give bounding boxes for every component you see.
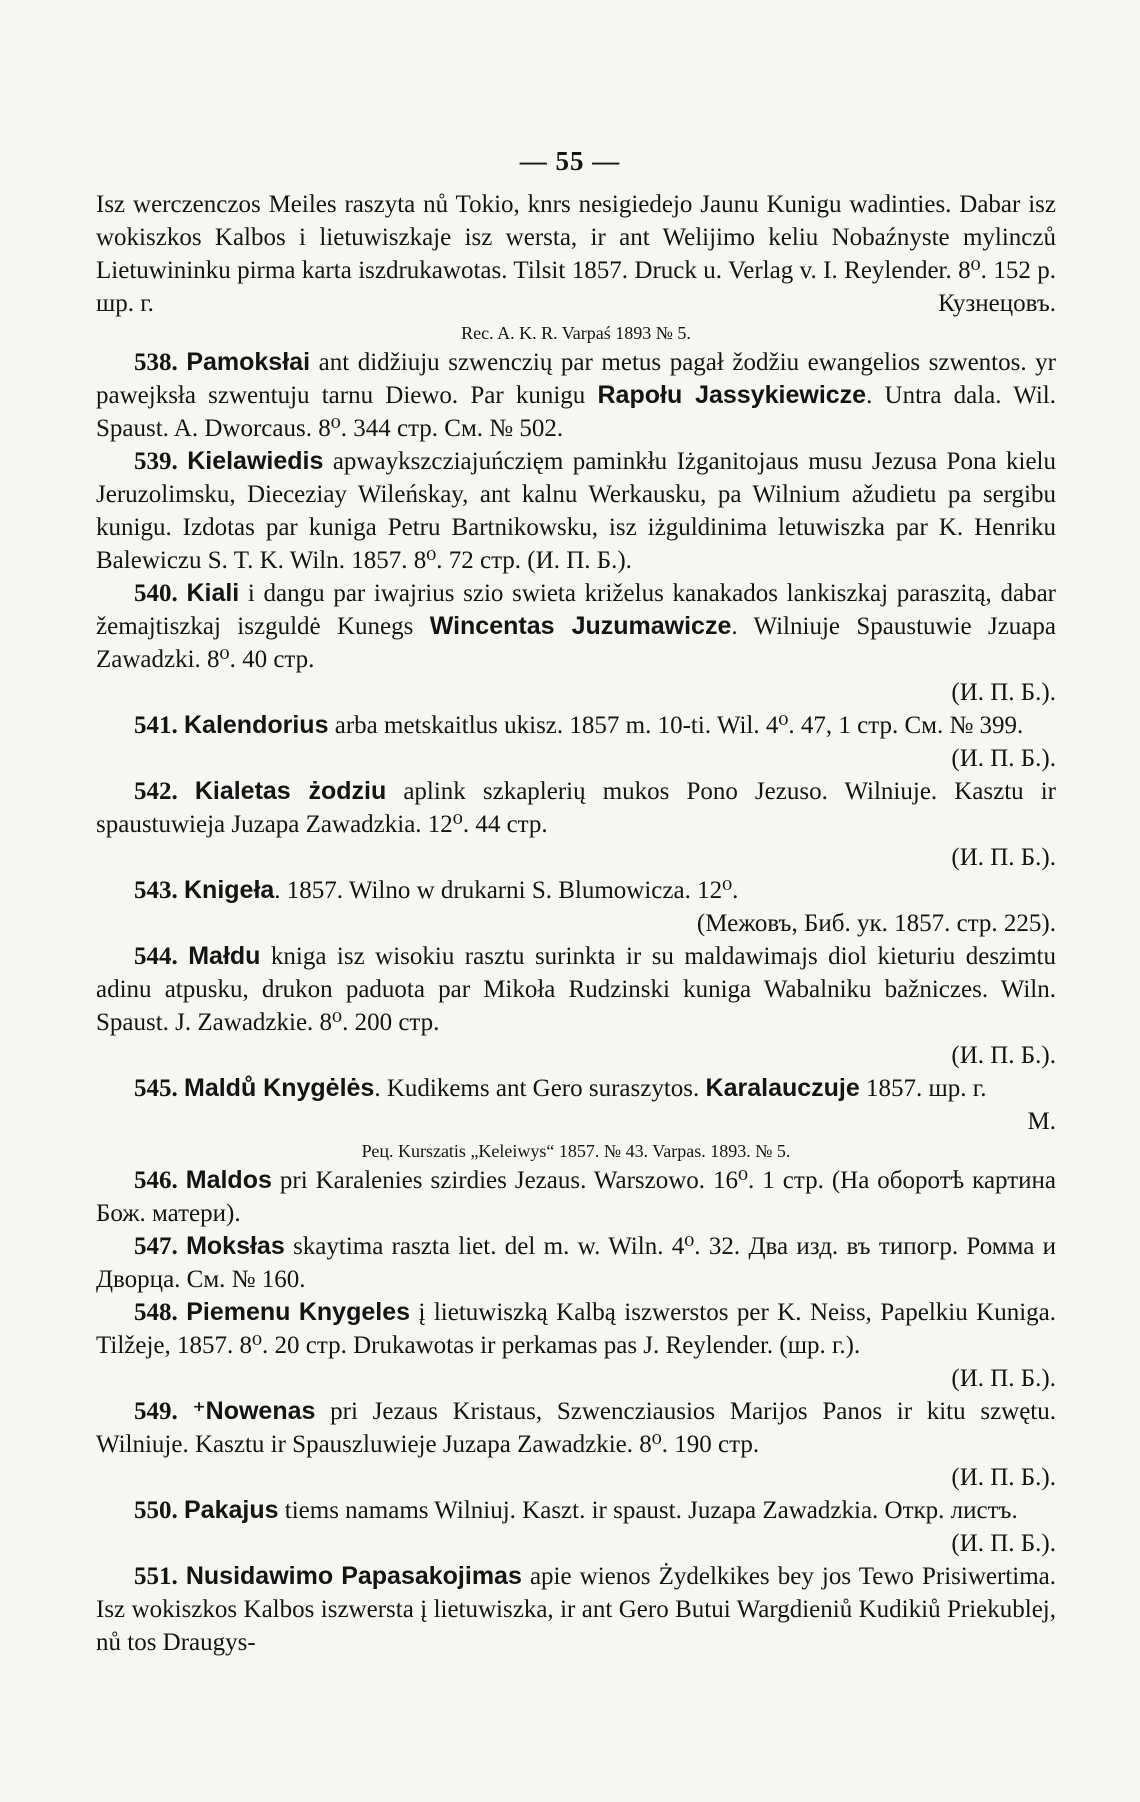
- entry-540: [96, 577, 1056, 709]
- entry-text-secondary: į lietuwiszką Kalbą iszwerstos per K. Neiss, Papelkiu Kuniga. Tilžeje, 1857. 8⁰. 20 стр. Drukawotas ir perkamas pas J. Reylender. (шр. г.).: [96, 1299, 1057, 1359]
- entry-text-secondary: apie wienos Żydelkikes bey jos Tewo Prisiwertima. Isz wokiszkos Kalbos iszwersta į lietuwiszka, ir ant Gero Butui Wargdieniů Kudikiů Priekublej, nů tos Draugys-: [96, 1563, 1057, 1656]
- entry-541: [96, 709, 1056, 775]
- entry-title-secondary: Rapołu Jassykiewicze: [597, 381, 867, 409]
- entry-text: . Kudikems ant Gero suraszytos.: [374, 1075, 706, 1102]
- entry-source: (Межовъ, Биб. ук. 1857. стр. 225).: [696, 910, 1056, 937]
- entry-title: Pamoksłai: [186, 348, 311, 376]
- entry-number: 545.: [134, 1075, 178, 1102]
- entry-text: [333, 1563, 341, 1590]
- page-number: — 55 —: [519, 146, 621, 176]
- entry-source: M.: [1027, 1108, 1056, 1135]
- intro-review: Rec. A. K. R. Varpaś 1893 № 5.: [461, 323, 691, 343]
- entry-title: Pakajus: [184, 1496, 279, 1524]
- entry-text: tiems namams Wilniuj. Kaszt. ir spaust. Juzapa Zawadzkia. Откр. листъ.: [278, 1497, 1018, 1524]
- entry-number: 539.: [134, 448, 178, 475]
- entry-text: [290, 1299, 298, 1326]
- entry-title: Maldů Knygėlės: [184, 1074, 375, 1102]
- entry-546: [96, 1164, 1056, 1230]
- entry-548: [96, 1296, 1056, 1395]
- entry-number: 550.: [134, 1497, 178, 1524]
- entry-text: pri Jezaus Kristaus, Szwencziausios Marijos Panos ir kitu szwętu. Wilniuje. Kasztu ir Spauszluwieje Juzapa Zawadzkie. 8⁰. 190 стр.: [96, 1398, 1057, 1458]
- entry-549: [96, 1395, 1056, 1494]
- entry-title: Knigeła: [184, 876, 275, 904]
- entry-number: 543.: [134, 877, 178, 904]
- entry-text: i dangu par iwajrius szio swieta križelus kanakados lankiszkaj paraszitą, dabar žemajtiszkaj iszguldė Kunegs: [96, 580, 1056, 640]
- entry-title: Maldos: [185, 1166, 272, 1194]
- entry-source: (И. П. Б.).: [951, 1464, 1056, 1491]
- entry-title-secondary: Papasakojimas: [341, 1562, 522, 1590]
- entry-text: arba metskaitlus ukisz. 1857 m. 10-ti. Wil. 4⁰. 47, 1 стр. См. № 399.: [328, 712, 1024, 739]
- entry-551: [96, 1560, 1056, 1659]
- entry-title: Piemenu: [186, 1298, 291, 1326]
- entry-number: 538.: [134, 349, 178, 376]
- entry-538: [96, 346, 1056, 445]
- entry-550: [96, 1494, 1056, 1560]
- entry-text-secondary: . Untra dala. Wil. Spaust. A. Dworcaus. 8⁰. 344 стр. См. № 502.: [96, 382, 1056, 442]
- entry-text: . 1857. Wilno w drukarni S. Blumowicza. 12⁰.: [274, 877, 739, 904]
- entry-title: Kielawiedis: [187, 447, 324, 475]
- entry-543: [96, 874, 1056, 940]
- entry-title: Kalendorius: [184, 711, 329, 739]
- entry-number: 546.: [134, 1167, 178, 1194]
- entry-text: apwaykszcziajuńczięm paminkłu Iżganitojaus musu Jezusa Pona kielu Jeruzolimsku, Dieceziay Wileńskay, ant kalnu Werkausku, pa Wilnium ažudietu pa sergibu kunigu. Izdotas par kuniga Petru Bartnikowsku, isz iżguldinima letuwiszka par K. Henriku Balewiczu S. T. K. Wiln. 1857. 8⁰. 72 стр. (И. П. Б.).: [96, 448, 1056, 574]
- entries-group-a: [96, 346, 1056, 1138]
- entry-542: [96, 775, 1056, 874]
- entry-title: Moksłas: [186, 1232, 285, 1260]
- entry-number: 542.: [134, 778, 178, 805]
- bibliography-text: [96, 188, 1056, 1659]
- entry-source: (И. П. Б.).: [951, 1365, 1056, 1392]
- entry-source: (И. П. Б.).: [951, 745, 1056, 772]
- entry-title-secondary: Karalauczuje: [705, 1074, 860, 1102]
- entry-number: 548.: [134, 1299, 178, 1326]
- entry-text: kniga isz wisokiu rasztu surinkta ir su maldawimajs diol kieturiu deszimtu adinu atpusku, drukon paduota par Mikoła Rudzinski kuniga Wabalniku bažniczes. Wiln. Spaust. J. Zawadzkie. 8⁰. 200 стр.: [96, 943, 1056, 1036]
- entry-title-secondary: Wincentas Juzumawicze: [429, 612, 732, 640]
- entry-number: 549.: [134, 1398, 178, 1425]
- entry-source: (И. П. Б.).: [951, 1530, 1056, 1557]
- entry-title: Kialetas żodziu: [194, 777, 387, 805]
- entry-text-secondary: 1857. шр. г.: [859, 1075, 987, 1102]
- entry-title: Małdu: [188, 942, 261, 970]
- entry-title-secondary: Knygeles: [298, 1298, 411, 1326]
- entry-title: Nusidawimo: [185, 1562, 334, 1590]
- intro-author: Кузнецовъ.: [938, 290, 1056, 317]
- entry-text: aplink szkaplerių mukos Pono Jezuso. Wilniuje. Kasztu ir spaustuwieja Juzapa Zawadzkia. 12⁰. 44 стр.: [96, 778, 1057, 838]
- entry-547: [96, 1230, 1056, 1296]
- entry-545: [96, 1072, 1056, 1138]
- entry-number: 551.: [134, 1563, 178, 1590]
- entry-text: pri Karalenies szirdies Jezaus. Warszowo. 16⁰. 1 стр. (На оборотѣ картина Бож. матери).: [96, 1167, 1057, 1227]
- entry-text: skaytima raszta liet. del m. w. Wiln. 4⁰. 32. Два изд. въ типогр. Ромма и Дворца. См. № 160.: [96, 1233, 1056, 1293]
- review-545: Рец. Kurszatis „Keleiwys“ 1857. № 43. Varpas. 1893. № 5.: [361, 1141, 791, 1161]
- entry-text-secondary: . Wilniuje Spaustuwie Jzuapa Zawadzki. 8⁰. 40 стр.: [96, 613, 1056, 673]
- intro-text: Isz werczenczos Meiles raszyta nů Tokio, knrs nesigiedejo Jaunu Kunigu wadinties. Dabar isz wokiszkos Kalbos i lietuwiszkaje isz wersta, ir ant Welijimo keliu Nobaźnyste mylinczů Lietuwininku pirma karta iszdrukawotas. Tilsit 1857. Druck u. Verlag v. I. Reylender. 8⁰. 152 p. шр. г.: [96, 191, 1056, 317]
- entry-544: [96, 940, 1056, 1072]
- entry-title: ⁺Nowenas: [192, 1397, 316, 1425]
- entries-group-b: [96, 1164, 1056, 1659]
- entry-source: (И. П. Б.).: [951, 844, 1056, 871]
- entry-539: [96, 445, 1056, 577]
- entry-number: 547.: [134, 1233, 178, 1260]
- entry-title: Kiali: [186, 579, 240, 607]
- entry-number: 541.: [134, 712, 178, 739]
- entry-number: 540.: [134, 580, 178, 607]
- entry-text: ant didžiuju szwenczių par metus pagał žodžiu ewangelios szwentos. yr pawejksła szwentuju tarnu Diewo. Par kunigu: [96, 349, 1056, 409]
- entry-source: (И. П. Б.).: [951, 1042, 1056, 1069]
- entry-number: 544.: [134, 943, 178, 970]
- intro-paragraph: [96, 188, 1056, 320]
- entry-source: (И. П. Б.).: [951, 679, 1056, 706]
